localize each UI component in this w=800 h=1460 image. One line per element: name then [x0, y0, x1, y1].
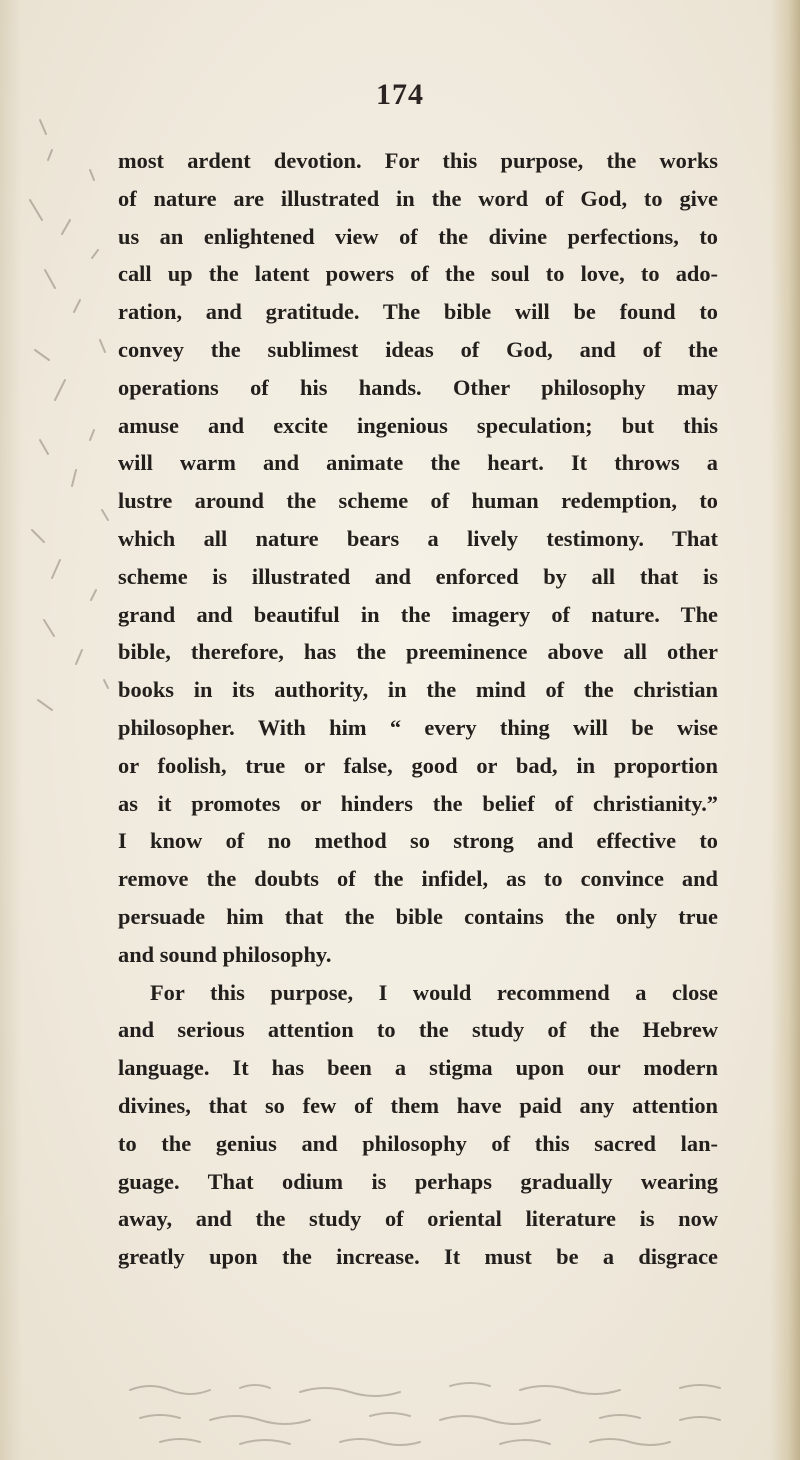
text-line: and serious attention to the study of the Hebrew — [118, 1017, 718, 1043]
text-line: us an enlightened view of the divine perfections, to — [118, 223, 718, 249]
text-line: remove the doubts of the infidel, as to convince and — [118, 866, 718, 892]
text-line: scheme is illustrated and enforced by all that is — [118, 563, 718, 589]
text-line: philosopher. With him “ every thing will be wise — [118, 714, 718, 740]
text-line: persuade him that the bible contains the only true — [118, 903, 718, 929]
text-line: operations of his hands. Other philosophy may — [118, 374, 718, 400]
text-line: For this purpose, I would recommend a close — [150, 979, 718, 1005]
text-line: most ardent devotion. For this purpose, the works — [118, 148, 718, 173]
bleed-through-marks-bottom — [120, 1370, 800, 1450]
bleed-through-marks-left — [10, 110, 120, 730]
text-line: I know of no method so strong and effective to — [118, 828, 718, 854]
text-line: convey the sublimest ideas of God, and of the — [118, 336, 718, 362]
text-line: which all nature bears a lively testimony. That — [118, 525, 718, 551]
text-line: books in its authority, in the mind of the christian — [118, 677, 718, 703]
text-line: bible, therefore, has the preeminence above all other — [118, 639, 718, 665]
text-line: call up the latent powers of the soul to love, to ado- — [118, 261, 718, 287]
text-line: divines, that so few of them have paid any attention — [118, 1092, 718, 1118]
body-text — [118, 142, 718, 1276]
text-line: lustre around the scheme of human redemption, to — [118, 488, 718, 514]
text-line: will warm and animate the heart. It throws a — [118, 450, 718, 476]
text-line: and sound philosophy. — [118, 941, 332, 967]
text-line: of nature are illustrated in the word of God, to give — [118, 185, 718, 211]
text-line: away, and the study of oriental literature is now — [118, 1206, 718, 1232]
text-line: ration, and gratitude. The bible will be found to — [118, 299, 718, 325]
text-line: language. It has been a stigma upon our modern — [118, 1055, 718, 1081]
text-line: or foolish, true or false, good or bad, in proportion — [118, 752, 718, 778]
text-line: as it promotes or hinders the belief of christianity.” — [118, 790, 718, 816]
text-line: to the genius and philosophy of this sacred lan- — [118, 1130, 718, 1156]
text-line: amuse and excite ingenious speculation; but this — [118, 412, 718, 438]
page-right-edge-shading — [770, 0, 800, 1460]
text-line: greatly upon the increase. It must be a disgrace — [118, 1244, 718, 1270]
page-number: 174 — [376, 78, 424, 111]
text-line: grand and beautiful in the imagery of nature. The — [118, 601, 718, 627]
text-line: guage. That odium is perhaps gradually wearing — [118, 1168, 718, 1194]
